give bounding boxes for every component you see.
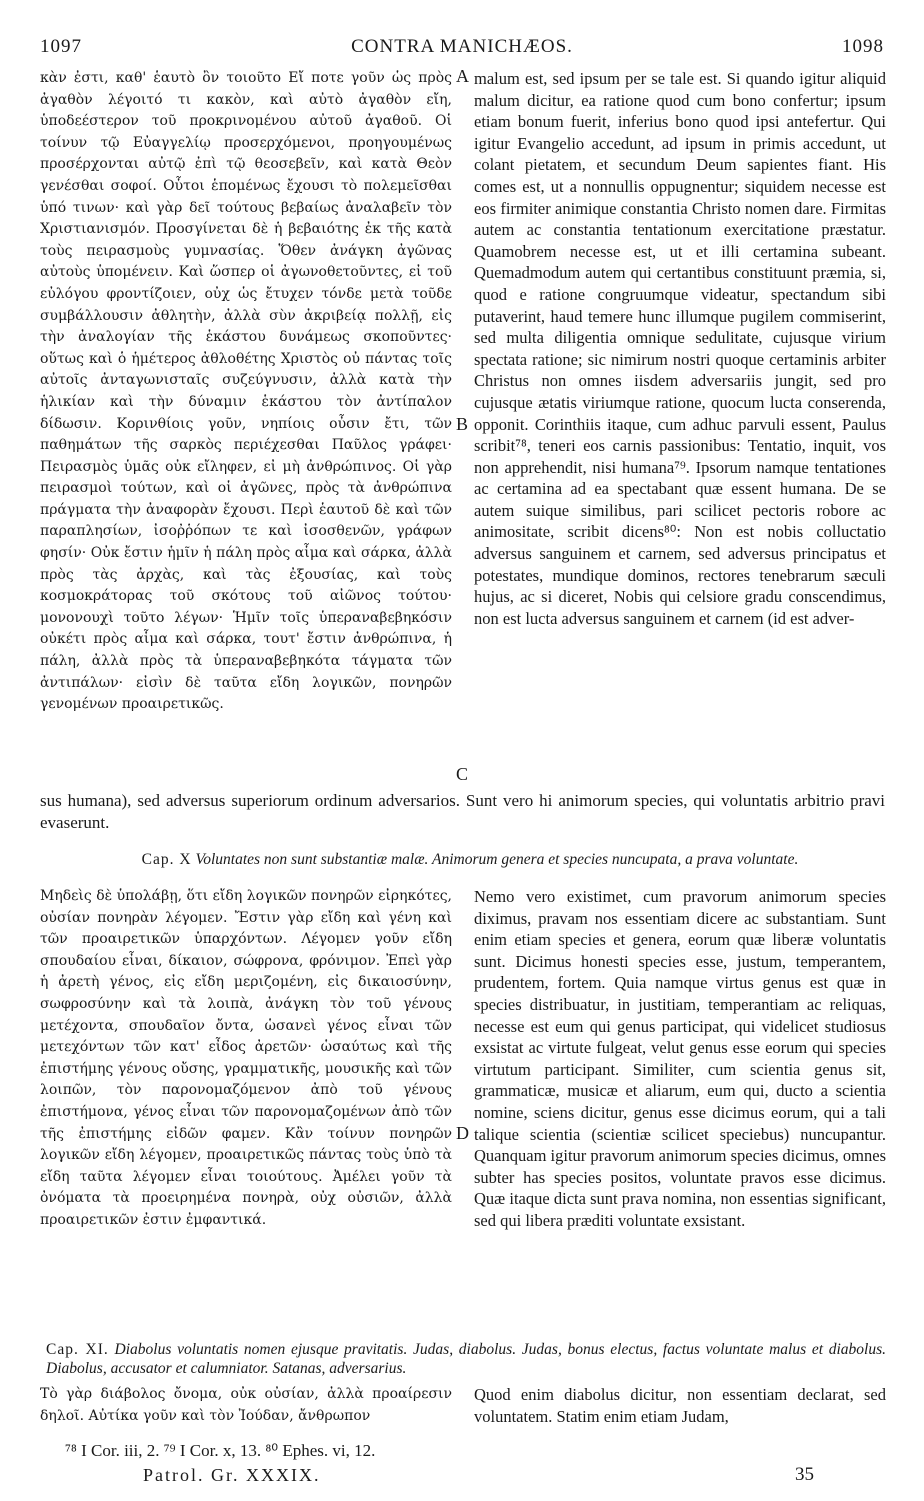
full-width-continuation bbox=[40, 790, 885, 834]
margin-mark-b: B bbox=[456, 414, 469, 434]
continuation-text: sus humana), sed adversus superiorum ordinum adversarios. Sunt vero hi animorum species, qui voluntatis arbitrio pravi evaserunt. bbox=[40, 791, 885, 832]
margin-mark-a: A bbox=[456, 66, 469, 86]
latin-text-1: malum est, sed ipsum per se tale est. Si quando igitur aliquid malum dicitur, ea ratione quod cum bono confertur; ipsum etiam bonum fuerit, inferius bono quod ipsi antefertur. Qui igitur Evangelio accedunt, ad ipsum in primis accedunt, ut colant pietatem, et secundum Deum sapientes fiant. His comes est, ut a nonnullis oppugnentur; siquidem necesse est eos firmiter animique constantia Christo nomen dare. Firmitas autem ac constantia tentationum exercitatione præstatur. Quamobrem necesse est, ut et illi certamina subeant. Quemadmodum autem qui certantibus constituunt præmia, si, quod e ratione congruumque videatur, spectandum sibi putaverint, haud temere hunc illumque pugilem commiserint, sed multa diligentia omnique sedulitate, cujusque virium spectata ratione; sic nimirum nostri quoque certaminis arbiter Christus non omnes iisdem adversariis jungit, sed pro cujusque ætatis viriumque ratione, quocum lucta conserenda, opponit. Corinthiis itaque, cum adhuc parvuli essent, Paulus scribit⁷⁸, teneri eos carnis passionibus: Tentatio, inquit, vos non apprehendit, nisi humana⁷⁹. Ipsorum namque tentationes ac certamina ad ea spectabant quæ essent humana. De se autem suique similibus, pari scilicet pectoris robore ac animositate, scribit dicens⁸⁰: Non est nobis colluctatio adversus sanguinem et carnem, sed adversus principatus et potestates, mundique dominos, rectores tenebrarum sæculi hujus, ac si diceret, Nobis qui celsiore gradu conscendimus, non est lucta adversus sanguinem et carnem (id est adver- bbox=[474, 69, 886, 628]
signature-number: 35 bbox=[795, 1464, 814, 1485]
greek-column-1 bbox=[40, 68, 452, 790]
chapter-10-heading bbox=[90, 850, 850, 869]
margin-mark-d: D bbox=[456, 1123, 469, 1143]
latin-text-3: Quod enim diabolus dicitur, non essentiam declarat, sed voluntatem. Statim enim etiam Judam, bbox=[474, 1385, 886, 1426]
greek-column-2 bbox=[40, 886, 452, 1316]
chapter-11-heading bbox=[46, 1340, 886, 1378]
greek-text-3: Τὸ γὰρ διάβολος ὄνομα, οὐκ οὐσίαν, ἀλλὰ προαίρεσιν δηλοῖ. Αὐτίκα γοῦν καὶ τὸν Ἰούδαν, ἄνθρωπον bbox=[40, 1386, 452, 1424]
footnotes: ⁷⁸ I Cor. iii, 2. ⁷⁹ I Cor. x, 13. ⁸⁰ Ephes. vi, 12. bbox=[65, 1441, 376, 1460]
latin-column-3 bbox=[474, 1384, 886, 1432]
header-right-column-number: 1098 bbox=[842, 36, 884, 57]
latin-column-2 bbox=[474, 886, 886, 1326]
header-title: CONTRA MANICHÆOS. bbox=[351, 36, 573, 57]
greek-text-1: κὰν ἐστι, καθ' ἑαυτὸ ὂν τοιοῦτο Εἴ ποτε γοῦν ὡς πρὸς ἀγαθὸν λέγοιτό τι κακὸν, καὶ αὐτὸ ἀγαθὸν εἴη, ὑποδεέστερον τοῦ προκρινομένου αὐτοῦ ἀγαθοῦ. Οἱ τοίνυν τῷ Εὐαγγελίῳ προσερχόμενοι, προηγουμένως προσέρχονται αὐτῷ ἐπὶ τῷ θεοσεβεῖν, καὶ κατὰ Θεὸν γενέσθαι σοφοί. Οὗτοι ἑπομένως ἔχουσι τὸ πολεμεῖσθαι ὑπό τινων· καὶ γὰρ δεῖ τούτους βεβαίως ἀναλαβεῖν τὸν Χριστιανισμόν. Προσγίνεται δὲ ἡ βεβαιότης ἐκ τῆς κατὰ τοὺς πειρασμοὺς γυμνασίας. Ὅθεν ἀνάγκη ἀγῶνας αὐτοὺς ὑπομένειν. Καὶ ὥσπερ οἱ ἀγωνοθετοῦντες, εἰ τοῦ εὐλόγου φροντίζοιεν, οὐχ ὡς ἔτυχεν τόνδε μετὰ τοῦδε συμβάλλουσιν ἀθλητὴν, ἀλλὰ σὺν ἀκριβείᾳ πολλῇ, εἰς τὴν ἀναλογίαν τῆς ἑκάστου δυνάμεως σκοποῦντες· οὕτως καὶ ὁ ἡμέτερος ἀθλοθέτης Χριστὸς οὐ πάντας τοῖς αὐτοῖς ἀνταγωνισταῖς συζεύγνυσιν, ἀλλὰ κατὰ τὴν ἡλικίαν καὶ τὴν δύναμιν ἑκάστου τὸν ἀντίπαλον δίδωσιν. Κορινθίοις γοῦν, νηπίοις οὖσιν ἔτι, τῶν παθημάτων τῆς σαρκὸς περιέχεσθαι Παῦλος γράφει· Πειρασμὸς ὑμᾶς οὐκ εἴληφεν, εἰ μὴ ἀνθρώπινος. Οἱ γὰρ πειρασμοὶ τούτων, καὶ οἱ ἀγῶνες, πρὸς τὰ ἀνθρώπινα πράγματα τὴν ἀναφορὰν ἔχουσι. Περὶ ἑαυτοῦ δὲ καὶ τῶν παραπλησίων, ἰσοῤῥόπων τε καὶ ἰσοσθενῶν, γράφων φησίν· Οὐκ ἔστιν ἡμῖν ἡ πάλη πρὸς αἷμα καὶ σάρκα, ἀλλὰ πρὸς τὰς ἀρχὰς, καὶ τὰς ἐξουσίας, καὶ τοὺς κοσμοκράτορας τοῦ σκότους τοῦ αἰῶνος τούτου· μονονουχὶ τοῦτο λέγων· Ἡμῖν τοῖς ὑπεραναβεβηκόσιν οὐκέτι πρὸς αἷμα καὶ σάρκα, τουτ' ἔστιν ἀνθρώπινα, ἡ πάλη, ἀλλὰ πρὸς τὰ ὑπεραναβεβηκότα τάγματα τῶν ἀντιπάλων· εἰσὶν δὲ ταῦτα εἴδη λογικῶν, πονηρῶν γενομένων προαιρετικῶς. bbox=[40, 70, 452, 713]
chapter-10-title: Voluntates non sunt substantiæ malæ. Animorum genera et species nuncupata, a prava voluntate. bbox=[195, 851, 799, 868]
greek-column-3 bbox=[40, 1384, 452, 1432]
chapter-10-label: Cap. X bbox=[141, 851, 192, 868]
running-header bbox=[40, 36, 884, 60]
latin-text-2: Nemo vero existimet, cum pravorum animorum species diximus, pravam nos essentiam dicere ac substantiam. Sunt enim etiam species et genera, eorum quæ liberæ voluntatis sunt. Dicimus honesti species esse, justum, temperantem, prudentem, fortem. Quia namque virtus genus est quæ in species distribuatur, in justitiam, temperantiam ac reliquas, necesse est eum qui genus participat, qui videlicet studiosus exsistat ac virtute fulgeat, velut genus esse eorum qui species virtutum participant. Similiter, cum scientia genus sit, grammaticæ, musicæ et aliarum, eum qui, ducto a scientia nomine, sciens dicitur, genus esse dicimus eorum, qui a tali talique scientia (scientiæ scilicet speciebus) nuncupantur. Quanquam igitur pravorum animorum species dicimus, omnes subter has species positos, voluntate pravos esse dicimus. Quæ itaque dicta sunt prava nomina, non essentias significant, sed qui libera præditi voluntate exsistant. bbox=[474, 887, 886, 1230]
header-left-column-number: 1097 bbox=[40, 36, 82, 57]
greek-text-2: Μηδεὶς δὲ ὑπολάβῃ, ὅτι εἴδη λογικῶν πονηρῶν εἰρηκότες, οὐσίαν πονηρὰν λέγομεν. Ἔστιν γὰρ εἴδη καὶ γένη καὶ τῶν προαιρετικῶν ὑπαρχόντων. Λέγομεν γοῦν εἴδη σπουδαίου εἶναι, δίκαιον, σώφρονα, φρόνιμον. Ἐπεὶ γὰρ ἡ ἀρετὴ γένος, εἰς εἴδη μεριζομένη, εἰς δικαιοσύνην, σωφροσύνην καὶ τὰ λοιπὰ, ἀνάγκη τὸν τοῦ γένους μετέχοντα, σπουδαῖον ὄντα, ὡσανεὶ γένος εἶναι τῶν μετεχόντων τῶν κατ' εἶδος ἀρετῶν· ὡσαύτως καὶ τῆς ἐπιστήμης γένους οὔσης, γραμματικῆς, μουσικῆς καὶ τῶν λοιπῶν, τὸν παρονομαζόμενον ἀπὸ τοῦ γένους ἐπιστήμονα, γένος εἶναι τῶν παρονομαζομένων ἀπὸ τῶν τῆς ἐπιστήμης εἰδῶν φαμεν. Κἂν τοίνυν πονηρῶν λογικῶν εἴδη λέγομεν, προαιρετικῶς πάντας τοὺς ὑπὸ τὰ εἴδη ταῦτα λέγομεν εἶναι τοιούτους. Ἀμέλει γοῦν τὰ ὀνόματα τὰ προειρημένα πονηρὰ, οὐχ οὐσιῶν, ἀλλὰ προαιρετικῶν ἐστιν ἐμφαντικά. bbox=[40, 888, 452, 1228]
chapter-11-label: Cap. XI. bbox=[46, 1341, 109, 1358]
latin-column-1 bbox=[474, 68, 886, 790]
margin-mark-c: C bbox=[456, 764, 469, 784]
chapter-11-title: Diabolus voluntatis nomen ejusque pravitatis. Judas, diabolus. Judas, bonus electus, factus voluntate malus et diabolus. Diabolus, accusator et calumniator. Satanas, adversarius. bbox=[46, 1341, 886, 1377]
volume-signature: Patrol. Gr. XXXIX. bbox=[143, 1465, 321, 1485]
